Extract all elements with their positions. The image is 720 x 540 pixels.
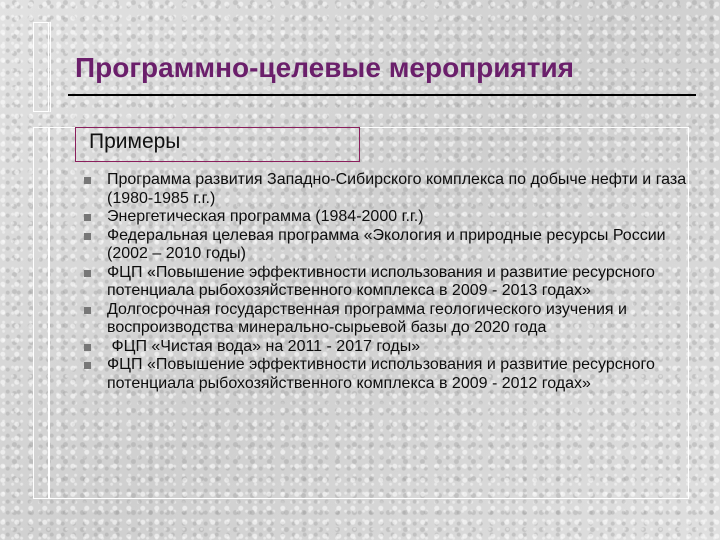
square-bullet-icon xyxy=(84,214,91,221)
list-item xyxy=(84,338,694,357)
subtitle-text: Примеры xyxy=(89,130,181,153)
list-item xyxy=(84,356,694,393)
list-item-text: Программа развития Западно-Сибирского комплекса по добыче нефти и газа (1980-1985 г.г.) xyxy=(107,171,687,207)
decorative-frame-line xyxy=(48,127,50,499)
square-bullet-icon xyxy=(84,270,91,277)
slide-title: Программно-целевые мероприятия xyxy=(75,52,575,83)
square-bullet-icon xyxy=(84,362,91,369)
square-bullet-icon xyxy=(84,177,91,184)
list-item-text: ФЦП «Чистая вода» на 2011 - 2017 годы» xyxy=(107,337,421,355)
square-bullet-icon xyxy=(84,344,91,351)
title-underline xyxy=(68,94,696,96)
square-bullet-icon xyxy=(84,307,91,314)
list-item-text: ФЦП «Повышение эффективности использования и развитие ресурсного потенциала рыбохозяйственного комплекса в 2009 - 2013 годах» xyxy=(107,263,655,299)
list-item-text: Энергетическая программа (1984-2000 г.г.) xyxy=(107,208,424,225)
subtitle-box xyxy=(75,127,360,162)
list-item xyxy=(84,301,694,338)
list-item-text: Федеральная целевая программа «Экология и природные ресурсы России (2002 – 2010 годы) xyxy=(107,226,666,262)
list-item xyxy=(84,171,694,208)
list-item xyxy=(84,208,694,227)
square-bullet-icon xyxy=(84,233,91,240)
list-item-text: Долгосрочная государственная программа геологического изучения и воспроизводства минерально-сырьевой базы до 2020 года xyxy=(107,300,627,336)
decorative-vertical-bar xyxy=(33,22,51,112)
bullet-list xyxy=(84,171,694,393)
list-item xyxy=(84,227,694,264)
list-item-text: ФЦП «Повышение эффективности использования и развитие ресурсного потенциала рыбохозяйственного комплекса в 2009 - 2012 годах» xyxy=(107,356,655,392)
list-item xyxy=(84,264,694,301)
